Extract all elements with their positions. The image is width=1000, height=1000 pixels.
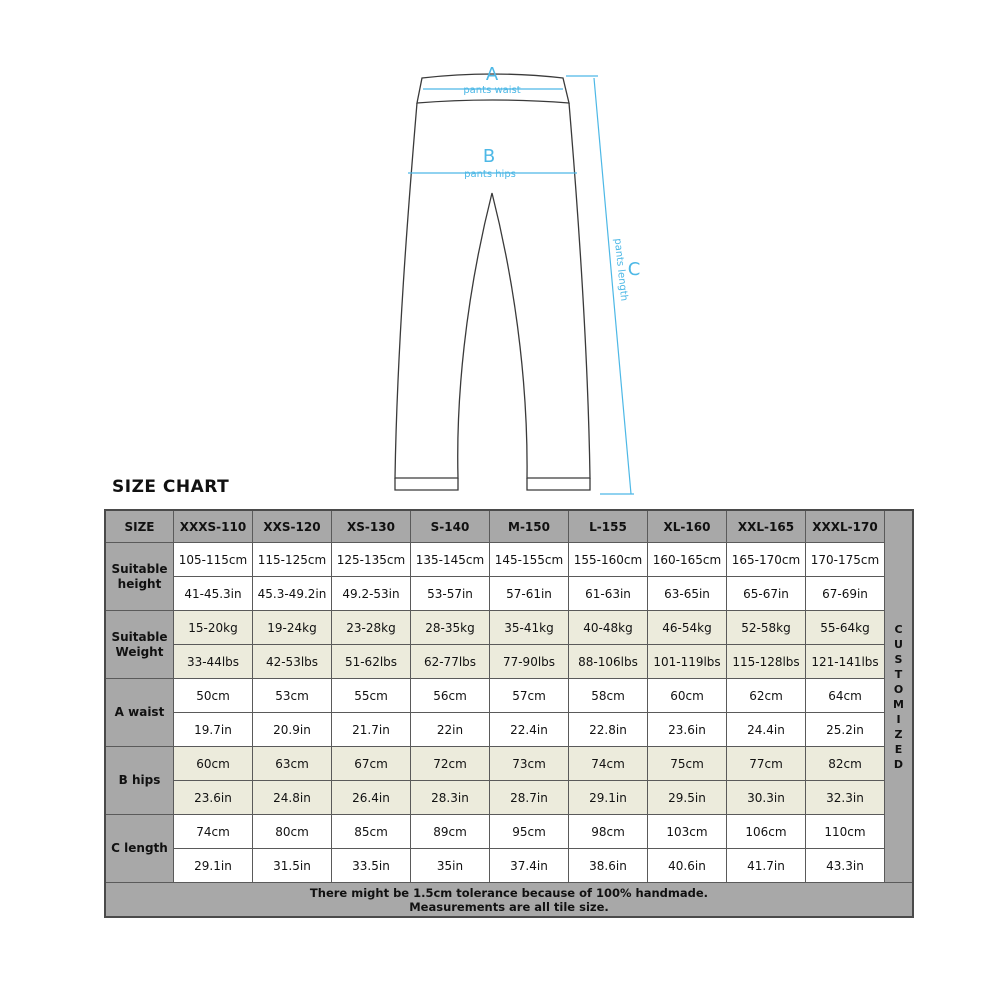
table-cell: 15-20kg xyxy=(174,611,253,645)
size-column-header: M-150 xyxy=(490,510,569,543)
table-cell: 32.3in xyxy=(806,781,885,815)
table-cell: 115-128lbs xyxy=(727,645,806,679)
chart-title: SIZE CHART xyxy=(112,477,230,497)
size-column-header: L-155 xyxy=(569,510,648,543)
size-column-header: XS-130 xyxy=(332,510,411,543)
table-cell: 170-175cm xyxy=(806,543,885,577)
table-cell: 28-35kg xyxy=(411,611,490,645)
table-cell: 28.3in xyxy=(411,781,490,815)
table-row xyxy=(105,747,913,781)
table-cell: 22.4in xyxy=(490,713,569,747)
row-group-label: A waist xyxy=(105,679,174,747)
table-cell: 19-24kg xyxy=(253,611,332,645)
hips-letter: B xyxy=(482,146,496,167)
table-cell: 26.4in xyxy=(332,781,411,815)
size-column-header: XXS-120 xyxy=(253,510,332,543)
row-group-label: Suitable height xyxy=(105,543,174,611)
table-cell: 77-90lbs xyxy=(490,645,569,679)
table-cell: 95cm xyxy=(490,815,569,849)
table-cell: 22.8in xyxy=(569,713,648,747)
table-cell: 65-67in xyxy=(727,577,806,611)
table-cell: 72cm xyxy=(411,747,490,781)
table-cell: 85cm xyxy=(332,815,411,849)
customized-side-label xyxy=(885,510,914,883)
table-cell: 63-65in xyxy=(648,577,727,611)
table-cell: 62-77lbs xyxy=(411,645,490,679)
table-cell: 105-115cm xyxy=(174,543,253,577)
table-row xyxy=(105,679,913,713)
table-cell: 67-69in xyxy=(806,577,885,611)
left-cuff-shape xyxy=(395,478,458,490)
table-cell: 74cm xyxy=(174,815,253,849)
table-cell: 61-63in xyxy=(569,577,648,611)
size-column-header: XXXL-170 xyxy=(806,510,885,543)
table-cell: 145-155cm xyxy=(490,543,569,577)
table-cell: 52-58kg xyxy=(727,611,806,645)
table-cell: 21.7in xyxy=(332,713,411,747)
table-cell: 74cm xyxy=(569,747,648,781)
table-cell: 35-41kg xyxy=(490,611,569,645)
table-cell: 155-160cm xyxy=(569,543,648,577)
table-cell: 40-48kg xyxy=(569,611,648,645)
table-cell: 33.5in xyxy=(332,849,411,883)
customized-text: CUSTOMIZED xyxy=(893,622,904,771)
table-cell: 29.5in xyxy=(648,781,727,815)
table-cell: 29.1in xyxy=(569,781,648,815)
size-column-header: XL-160 xyxy=(648,510,727,543)
table-cell: 57-61in xyxy=(490,577,569,611)
table-cell: 53cm xyxy=(253,679,332,713)
table-cell: 89cm xyxy=(411,815,490,849)
table-cell: 24.8in xyxy=(253,781,332,815)
table-cell: 73cm xyxy=(490,747,569,781)
table-cell: 56cm xyxy=(411,679,490,713)
table-header-row xyxy=(105,510,913,543)
table-cell: 165-170cm xyxy=(727,543,806,577)
table-cell: 24.4in xyxy=(727,713,806,747)
table-cell: 63cm xyxy=(253,747,332,781)
table-cell: 55-64kg xyxy=(806,611,885,645)
table-cell: 101-119lbs xyxy=(648,645,727,679)
table-cell: 41.7in xyxy=(727,849,806,883)
table-cell: 49.2-53in xyxy=(332,577,411,611)
table-cell: 88-106lbs xyxy=(569,645,648,679)
table-cell: 46-54kg xyxy=(648,611,727,645)
table-cell: 31.5in xyxy=(253,849,332,883)
waist-label: pants waist xyxy=(463,85,521,96)
table-cell: 42-53lbs xyxy=(253,645,332,679)
tolerance-note xyxy=(105,883,913,918)
table-cell: 38.6in xyxy=(569,849,648,883)
table-cell: 103cm xyxy=(648,815,727,849)
table-cell: 53-57in xyxy=(411,577,490,611)
table-cell: 20.9in xyxy=(253,713,332,747)
note-line-2: Measurements are all tile size. xyxy=(409,899,609,914)
table-cell: 41-45.3in xyxy=(174,577,253,611)
table-cell: 45.3-49.2in xyxy=(253,577,332,611)
right-cuff-shape xyxy=(527,478,590,490)
table-cell: 160-165cm xyxy=(648,543,727,577)
table-cell: 135-145cm xyxy=(411,543,490,577)
table-row xyxy=(105,849,913,883)
length-label: pants length xyxy=(611,237,630,302)
table-row xyxy=(105,645,913,679)
table-cell: 60cm xyxy=(174,747,253,781)
table-cell: 110cm xyxy=(806,815,885,849)
table-cell: 64cm xyxy=(806,679,885,713)
table-cell: 115-125cm xyxy=(253,543,332,577)
table-cell: 25.2in xyxy=(806,713,885,747)
size-column-header: S-140 xyxy=(411,510,490,543)
table-row xyxy=(105,713,913,747)
table-note-row xyxy=(105,883,913,918)
table-row xyxy=(105,781,913,815)
waist-letter: A xyxy=(485,64,499,85)
table-cell: 23-28kg xyxy=(332,611,411,645)
table-row xyxy=(105,577,913,611)
table-cell: 37.4in xyxy=(490,849,569,883)
table-cell: 19.7in xyxy=(174,713,253,747)
size-chart-table xyxy=(104,509,914,918)
table-cell: 23.6in xyxy=(174,781,253,815)
table-cell: 80cm xyxy=(253,815,332,849)
table-cell: 23.6in xyxy=(648,713,727,747)
table-cell: 55cm xyxy=(332,679,411,713)
table-cell: 125-135cm xyxy=(332,543,411,577)
row-group-label: B hips xyxy=(105,747,174,815)
table-row xyxy=(105,611,913,645)
table-cell: 58cm xyxy=(569,679,648,713)
table-cell: 33-44lbs xyxy=(174,645,253,679)
pants-outline xyxy=(395,74,590,490)
table-row xyxy=(105,815,913,849)
table-cell: 82cm xyxy=(806,747,885,781)
table-cell: 29.1in xyxy=(174,849,253,883)
table-cell: 98cm xyxy=(569,815,648,849)
table-cell: 40.6in xyxy=(648,849,727,883)
table-cell: 67cm xyxy=(332,747,411,781)
hips-label: pants hips xyxy=(464,169,516,180)
size-column-header: XXXS-110 xyxy=(174,510,253,543)
size-header-cell: SIZE xyxy=(105,510,174,543)
table-cell: 75cm xyxy=(648,747,727,781)
table-cell: 51-62lbs xyxy=(332,645,411,679)
table-cell: 121-141lbs xyxy=(806,645,885,679)
table-row xyxy=(105,543,913,577)
table-cell: 106cm xyxy=(727,815,806,849)
row-group-label: C length xyxy=(105,815,174,883)
row-group-label: Suitable Weight xyxy=(105,611,174,679)
table-cell: 35in xyxy=(411,849,490,883)
table-cell: 43.3in xyxy=(806,849,885,883)
table-cell: 50cm xyxy=(174,679,253,713)
table-cell: 77cm xyxy=(727,747,806,781)
size-column-header: XXL-165 xyxy=(727,510,806,543)
note-line-1: There might be 1.5cm tolerance because of 100% handmade. xyxy=(309,885,709,900)
length-letter: C xyxy=(627,259,641,280)
table-cell: 57cm xyxy=(490,679,569,713)
table-cell: 22in xyxy=(411,713,490,747)
table-cell: 30.3in xyxy=(727,781,806,815)
table-cell: 62cm xyxy=(727,679,806,713)
table-cell: 28.7in xyxy=(490,781,569,815)
table-cell: 60cm xyxy=(648,679,727,713)
